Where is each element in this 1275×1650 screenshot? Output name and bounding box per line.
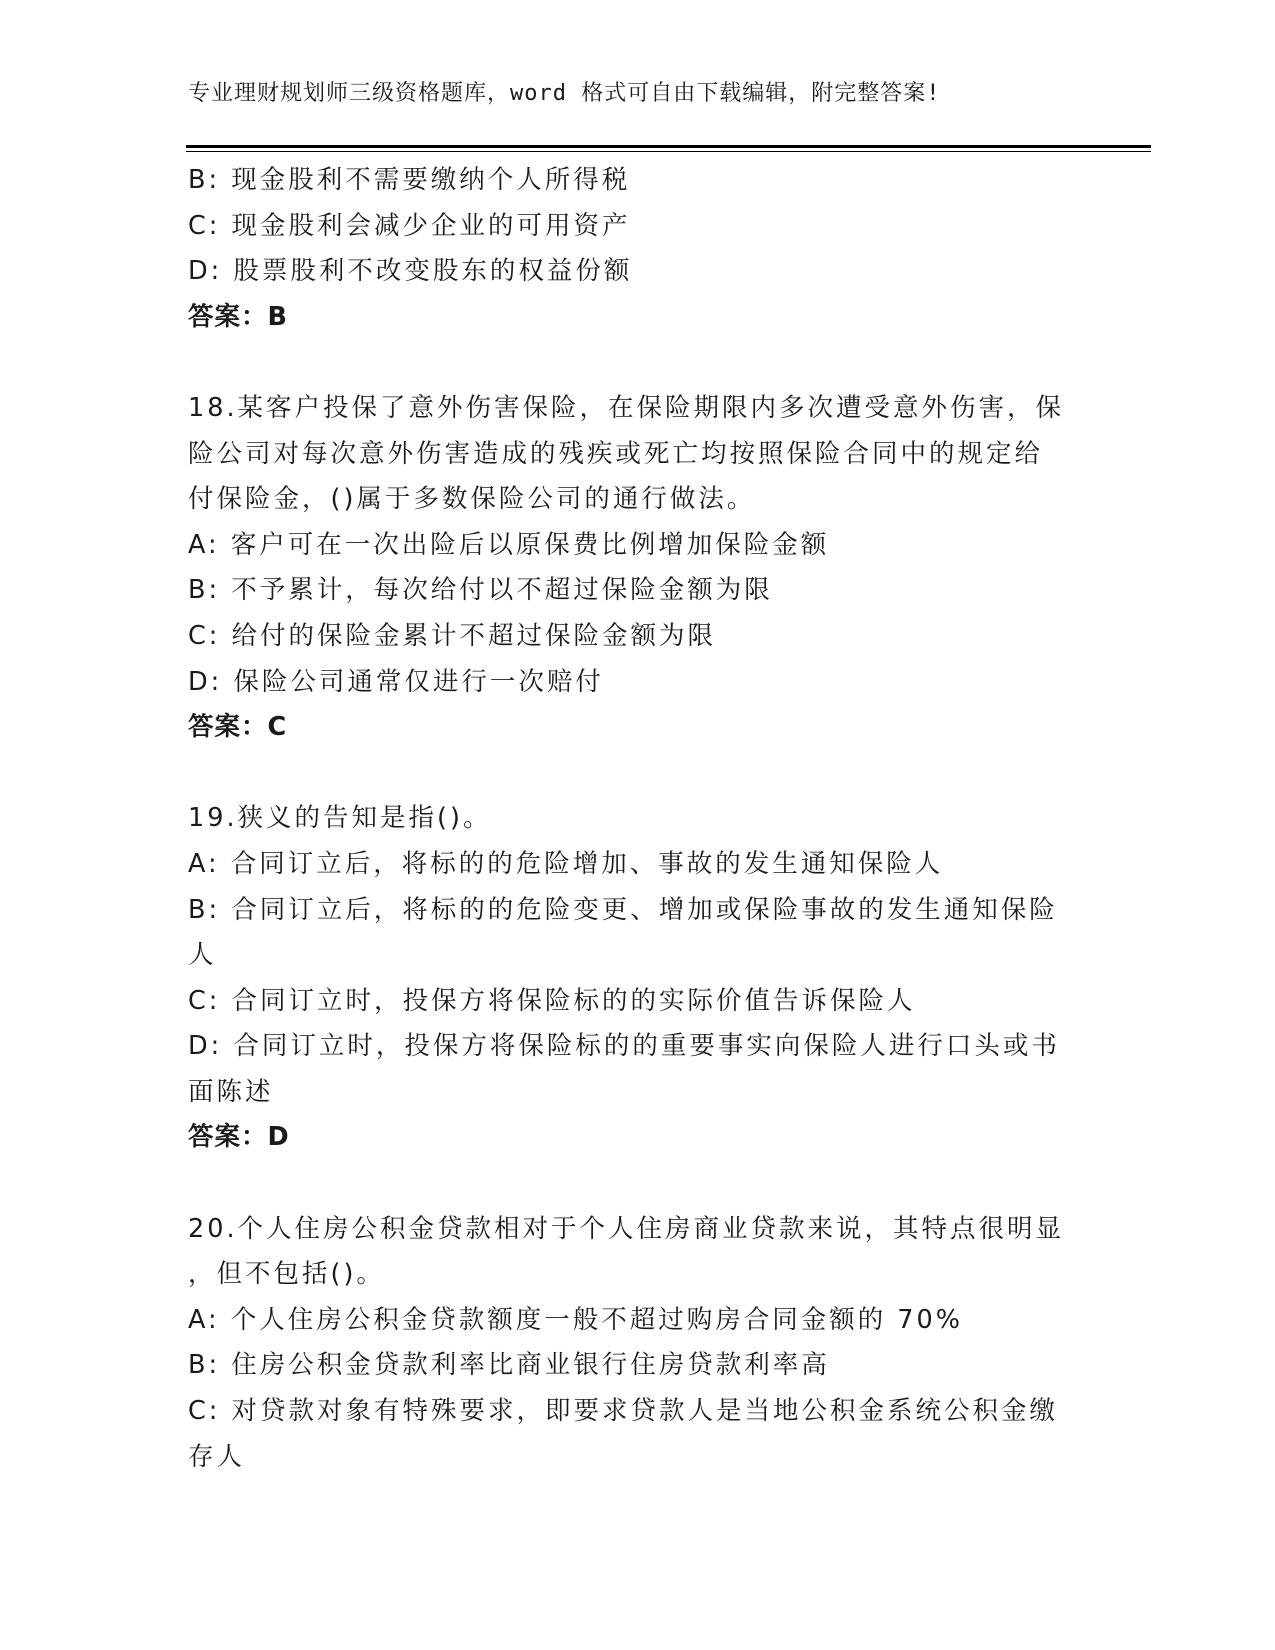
q19-option-d-line-1: D: 合同订立时，投保方将保险标的的重要事实向保险人进行口头或书 (188, 1031, 1060, 1062)
header-rule-thin (186, 151, 1151, 152)
q19-option-b-line-2: 人 (188, 940, 217, 971)
question-content (188, 158, 1068, 1480)
q20-stem-line-2: ，但不包括()。 (188, 1259, 385, 1290)
q18-option-a: A: 客户可在一次出险后以原保费比例增加保险金额 (188, 529, 830, 560)
q18-stem-line-1: 18.某客户投保了意外伤害保险，在保险期限内多次遭受意外伤害，保 (188, 392, 1065, 423)
q18-option-b: B: 不予累计，每次给付以不超过保险金额为限 (188, 575, 773, 606)
q19-answer: 答案：D (188, 1122, 290, 1153)
q18-stem-line-2: 险公司对每次意外伤害造成的残疾或死亡均按照保险合同中的规定给 (188, 438, 1044, 469)
spacer (188, 1161, 1068, 1207)
q20-option-c-line-1: C: 对贷款对象有特殊要求，即要求贷款人是当地公积金系统公积金缴 (188, 1396, 1059, 1427)
q20-stem-line-1: 20.个人住房公积金贷款相对于个人住房商业贷款来说，其特点很明显 (188, 1213, 1065, 1244)
q19-option-a: A: 合同订立后，将标的的危险增加、事故的发生通知保险人 (188, 848, 944, 879)
spacer (188, 340, 1068, 386)
q18-answer: 答案：C (188, 712, 288, 743)
q18-option-d: D: 保险公司通常仅进行一次赔付 (188, 666, 604, 697)
q19-option-d-line-2: 面陈述 (188, 1076, 274, 1107)
q17-option-b: B: 现金股利不需要缴纳个人所得税 (188, 165, 631, 195)
q20-option-b: B: 住房公积金贷款利率比商业银行住房贷款利率高 (188, 1350, 830, 1381)
q19-stem: 19.狭义的告知是指()。 (188, 803, 492, 834)
q17-answer: 答案：B (188, 301, 288, 332)
q18-stem-line-3: 付保险金，()属于多数保险公司的通行做法。 (188, 484, 756, 515)
q20-option-a: A: 个人住房公积金贷款额度一般不超过购房合同金额的 70% (188, 1304, 963, 1335)
header-rule-thick (186, 145, 1151, 148)
q20-option-c-line-2: 存人 (188, 1441, 246, 1472)
q19-option-b-line-1: B: 合同订立后，将标的的危险变更、增加或保险事故的发生通知保险 (188, 894, 1058, 925)
spacer (188, 751, 1068, 797)
q18-option-c: C: 给付的保险金累计不超过保险金额为限 (188, 620, 717, 651)
q19-option-c: C: 合同订立时，投保方将保险标的的实际价值告诉保险人 (188, 985, 916, 1016)
page-header: 专业理财规划师三级资格题库，word 格式可自由下载编辑，附完整答案! (188, 81, 941, 106)
q17-option-d: D: 股票股利不改变股东的权益份额 (188, 256, 633, 287)
q17-option-c: C: 现金股利会减少企业的可用资产 (188, 210, 631, 241)
